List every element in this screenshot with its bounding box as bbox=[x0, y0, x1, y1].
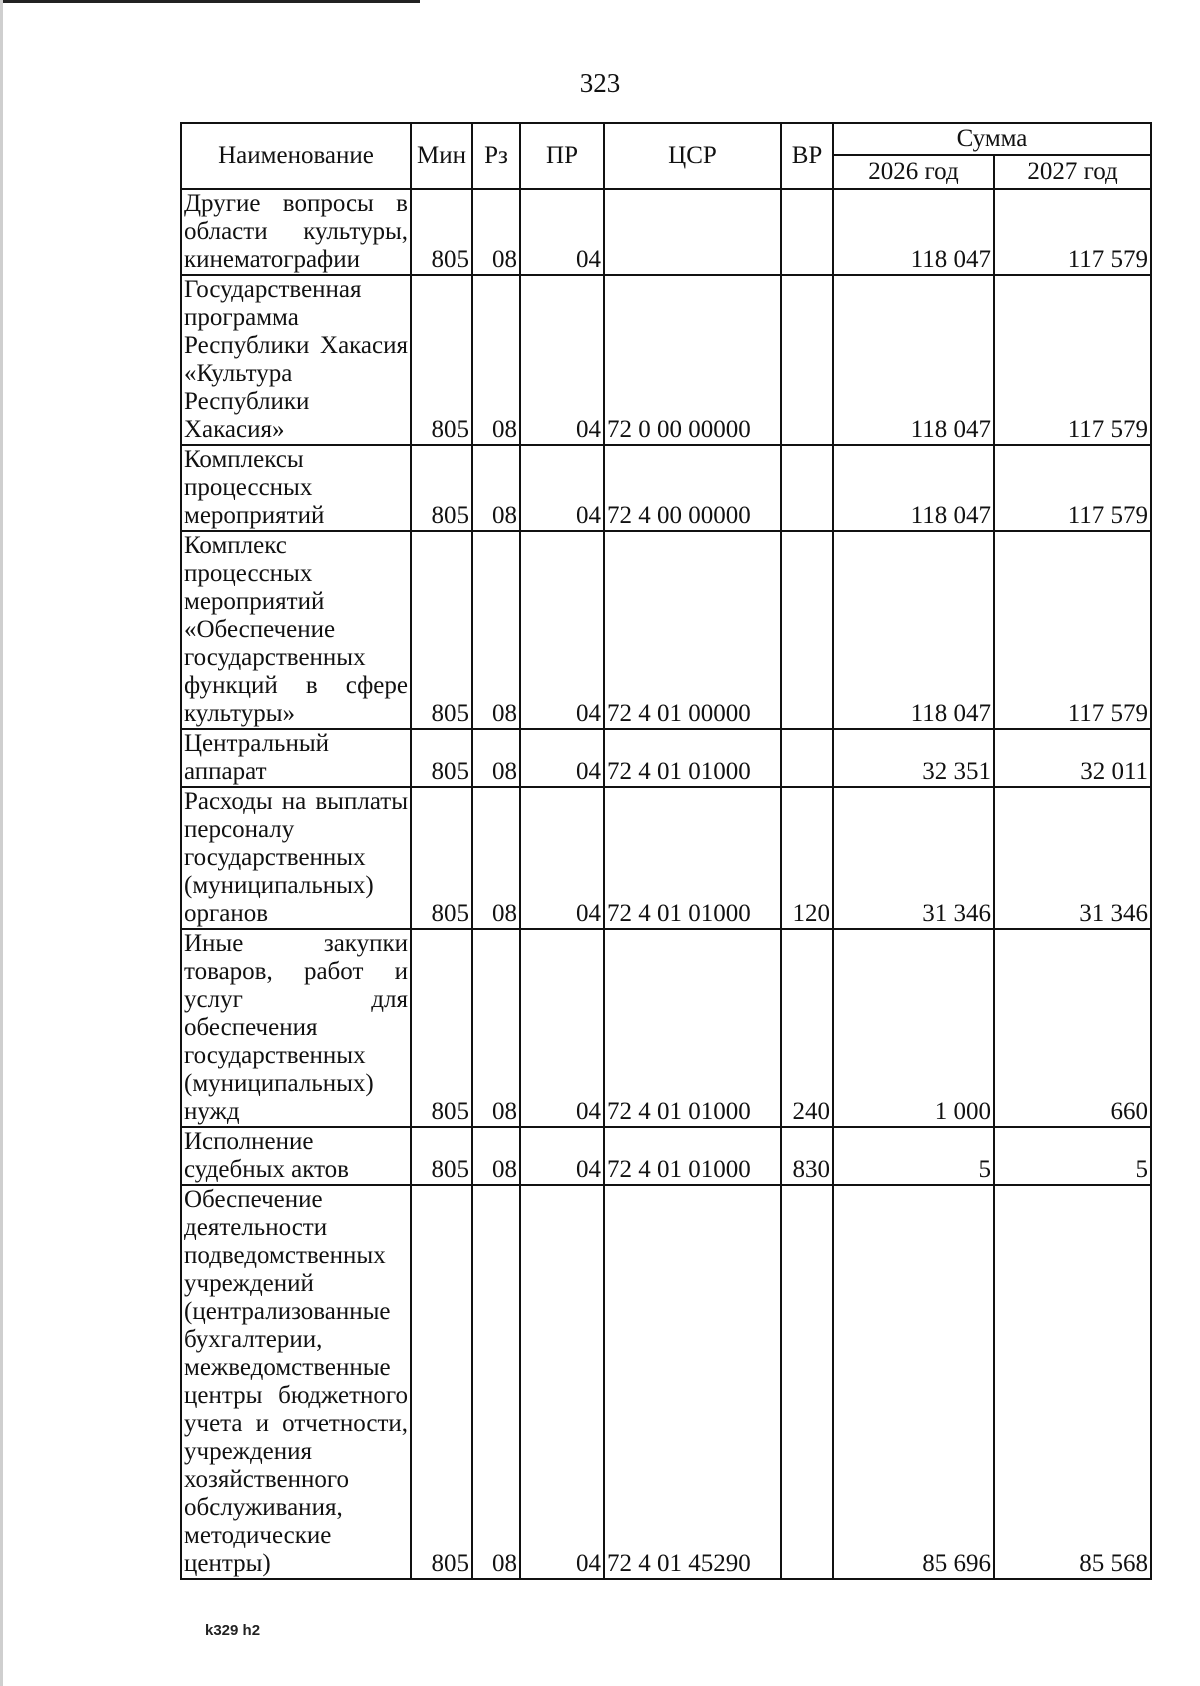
row-rz-cell: 08 bbox=[472, 787, 520, 929]
row-pr-cell: 04 bbox=[520, 189, 604, 275]
row-pr-cell: 04 bbox=[520, 1127, 604, 1185]
row-rz-cell: 08 bbox=[472, 929, 520, 1127]
row-pr-cell: 04 bbox=[520, 729, 604, 787]
header-year-2027: 2027 год bbox=[994, 155, 1151, 189]
row-sum-2026-cell: 5 bbox=[833, 1127, 994, 1185]
row-min-cell: 805 bbox=[411, 1185, 472, 1579]
row-sum-2027-cell: 31 346 bbox=[994, 787, 1151, 929]
row-sum-2027-cell: 85 568 bbox=[994, 1185, 1151, 1579]
row-name-cell: Другие вопросы в области культуры, кинематографии bbox=[181, 189, 411, 275]
row-rz-cell: 08 bbox=[472, 1185, 520, 1579]
row-csr-cell: 72 4 01 00000 bbox=[604, 531, 781, 729]
row-sum-2026-cell: 1 000 bbox=[833, 929, 994, 1127]
header-row-main bbox=[181, 123, 1151, 155]
top-scan-rule bbox=[0, 0, 420, 3]
row-vr-cell bbox=[781, 531, 833, 729]
header-sum: Сумма bbox=[833, 123, 1151, 155]
row-csr-cell: 72 4 00 00000 bbox=[604, 445, 781, 531]
table-row bbox=[181, 531, 1151, 729]
row-vr-cell: 830 bbox=[781, 1127, 833, 1185]
row-csr-cell: 72 4 01 01000 bbox=[604, 1127, 781, 1185]
header-year-2026: 2026 год bbox=[833, 155, 994, 189]
row-min-cell: 805 bbox=[411, 531, 472, 729]
row-sum-2026-cell: 118 047 bbox=[833, 189, 994, 275]
row-pr-cell: 04 bbox=[520, 445, 604, 531]
row-min-cell: 805 bbox=[411, 729, 472, 787]
header-vr: ВР bbox=[781, 123, 833, 189]
row-sum-2027-cell: 117 579 bbox=[994, 189, 1151, 275]
row-rz-cell: 08 bbox=[472, 275, 520, 445]
row-rz-cell: 08 bbox=[472, 1127, 520, 1185]
row-vr-cell bbox=[781, 1185, 833, 1579]
table-row bbox=[181, 189, 1151, 275]
row-rz-cell: 08 bbox=[472, 729, 520, 787]
table-row bbox=[181, 1185, 1151, 1579]
row-sum-2026-cell: 118 047 bbox=[833, 531, 994, 729]
header-csr: ЦСР bbox=[604, 123, 781, 189]
row-sum-2027-cell: 5 bbox=[994, 1127, 1151, 1185]
header-rz: Рз bbox=[472, 123, 520, 189]
row-name-cell: Государственная программа Республики Хакасия «Культура Республики Хакасия» bbox=[181, 275, 411, 445]
row-name-cell: Обеспечение деятельности подведомственных учреждений (централизованные бухгалтерии, межведомственные центры бюджетного учета и отчетности, учреждения хозяйственного обслуживания, методические центры) bbox=[181, 1185, 411, 1579]
row-sum-2026-cell: 32 351 bbox=[833, 729, 994, 787]
row-sum-2026-cell: 118 047 bbox=[833, 275, 994, 445]
row-vr-cell bbox=[781, 729, 833, 787]
row-rz-cell: 08 bbox=[472, 445, 520, 531]
row-pr-cell: 04 bbox=[520, 787, 604, 929]
row-pr-cell: 04 bbox=[520, 929, 604, 1127]
header-name: Наименование bbox=[181, 123, 411, 189]
table-row bbox=[181, 787, 1151, 929]
row-csr-cell: 72 0 00 00000 bbox=[604, 275, 781, 445]
row-name-cell: Расходы на выплаты персоналу государственных (муниципальных) органов bbox=[181, 787, 411, 929]
row-min-cell: 805 bbox=[411, 445, 472, 531]
page-number: 323 bbox=[579, 68, 621, 98]
row-name-cell: Центральный аппарат bbox=[181, 729, 411, 787]
row-min-cell: 805 bbox=[411, 189, 472, 275]
table-row bbox=[181, 729, 1151, 787]
row-min-cell: 805 bbox=[411, 929, 472, 1127]
row-name-cell: Комплексы процессных мероприятий bbox=[181, 445, 411, 531]
row-name-cell: Иные закупки товаров, работ и услуг для обеспечения государственных (муниципальных) нужд bbox=[181, 929, 411, 1127]
table-body bbox=[181, 189, 1151, 1579]
row-name-cell: Комплекс процессных мероприятий «Обеспечение государственных функций в сфере культуры» bbox=[181, 531, 411, 729]
budget-table bbox=[180, 122, 1152, 1580]
row-csr-cell: 72 4 01 45290 bbox=[604, 1185, 781, 1579]
row-vr-cell: 240 bbox=[781, 929, 833, 1127]
row-vr-cell bbox=[781, 445, 833, 531]
row-csr-cell bbox=[604, 189, 781, 275]
row-sum-2027-cell: 117 579 bbox=[994, 531, 1151, 729]
row-csr-cell: 72 4 01 01000 bbox=[604, 929, 781, 1127]
row-sum-2026-cell: 118 047 bbox=[833, 445, 994, 531]
row-vr-cell bbox=[781, 189, 833, 275]
row-rz-cell: 08 bbox=[472, 531, 520, 729]
row-pr-cell: 04 bbox=[520, 275, 604, 445]
row-min-cell: 805 bbox=[411, 275, 472, 445]
header-pr: ПР bbox=[520, 123, 604, 189]
header-min: Мин bbox=[411, 123, 472, 189]
table-row bbox=[181, 1127, 1151, 1185]
footer-mark: k329 h2 bbox=[205, 1622, 261, 1639]
row-csr-cell: 72 4 01 01000 bbox=[604, 729, 781, 787]
row-min-cell: 805 bbox=[411, 787, 472, 929]
row-vr-cell bbox=[781, 275, 833, 445]
left-scan-edge bbox=[0, 0, 3, 1686]
table-row bbox=[181, 929, 1151, 1127]
row-csr-cell: 72 4 01 01000 bbox=[604, 787, 781, 929]
row-sum-2027-cell: 32 011 bbox=[994, 729, 1151, 787]
row-name-cell: Исполнение судебных актов bbox=[181, 1127, 411, 1185]
row-sum-2027-cell: 117 579 bbox=[994, 275, 1151, 445]
row-min-cell: 805 bbox=[411, 1127, 472, 1185]
row-sum-2026-cell: 31 346 bbox=[833, 787, 994, 929]
row-sum-2027-cell: 660 bbox=[994, 929, 1151, 1127]
table-row bbox=[181, 445, 1151, 531]
table-row bbox=[181, 275, 1151, 445]
row-pr-cell: 04 bbox=[520, 531, 604, 729]
row-rz-cell: 08 bbox=[472, 189, 520, 275]
row-vr-cell: 120 bbox=[781, 787, 833, 929]
row-pr-cell: 04 bbox=[520, 1185, 604, 1579]
row-sum-2027-cell: 117 579 bbox=[994, 445, 1151, 531]
row-sum-2026-cell: 85 696 bbox=[833, 1185, 994, 1579]
